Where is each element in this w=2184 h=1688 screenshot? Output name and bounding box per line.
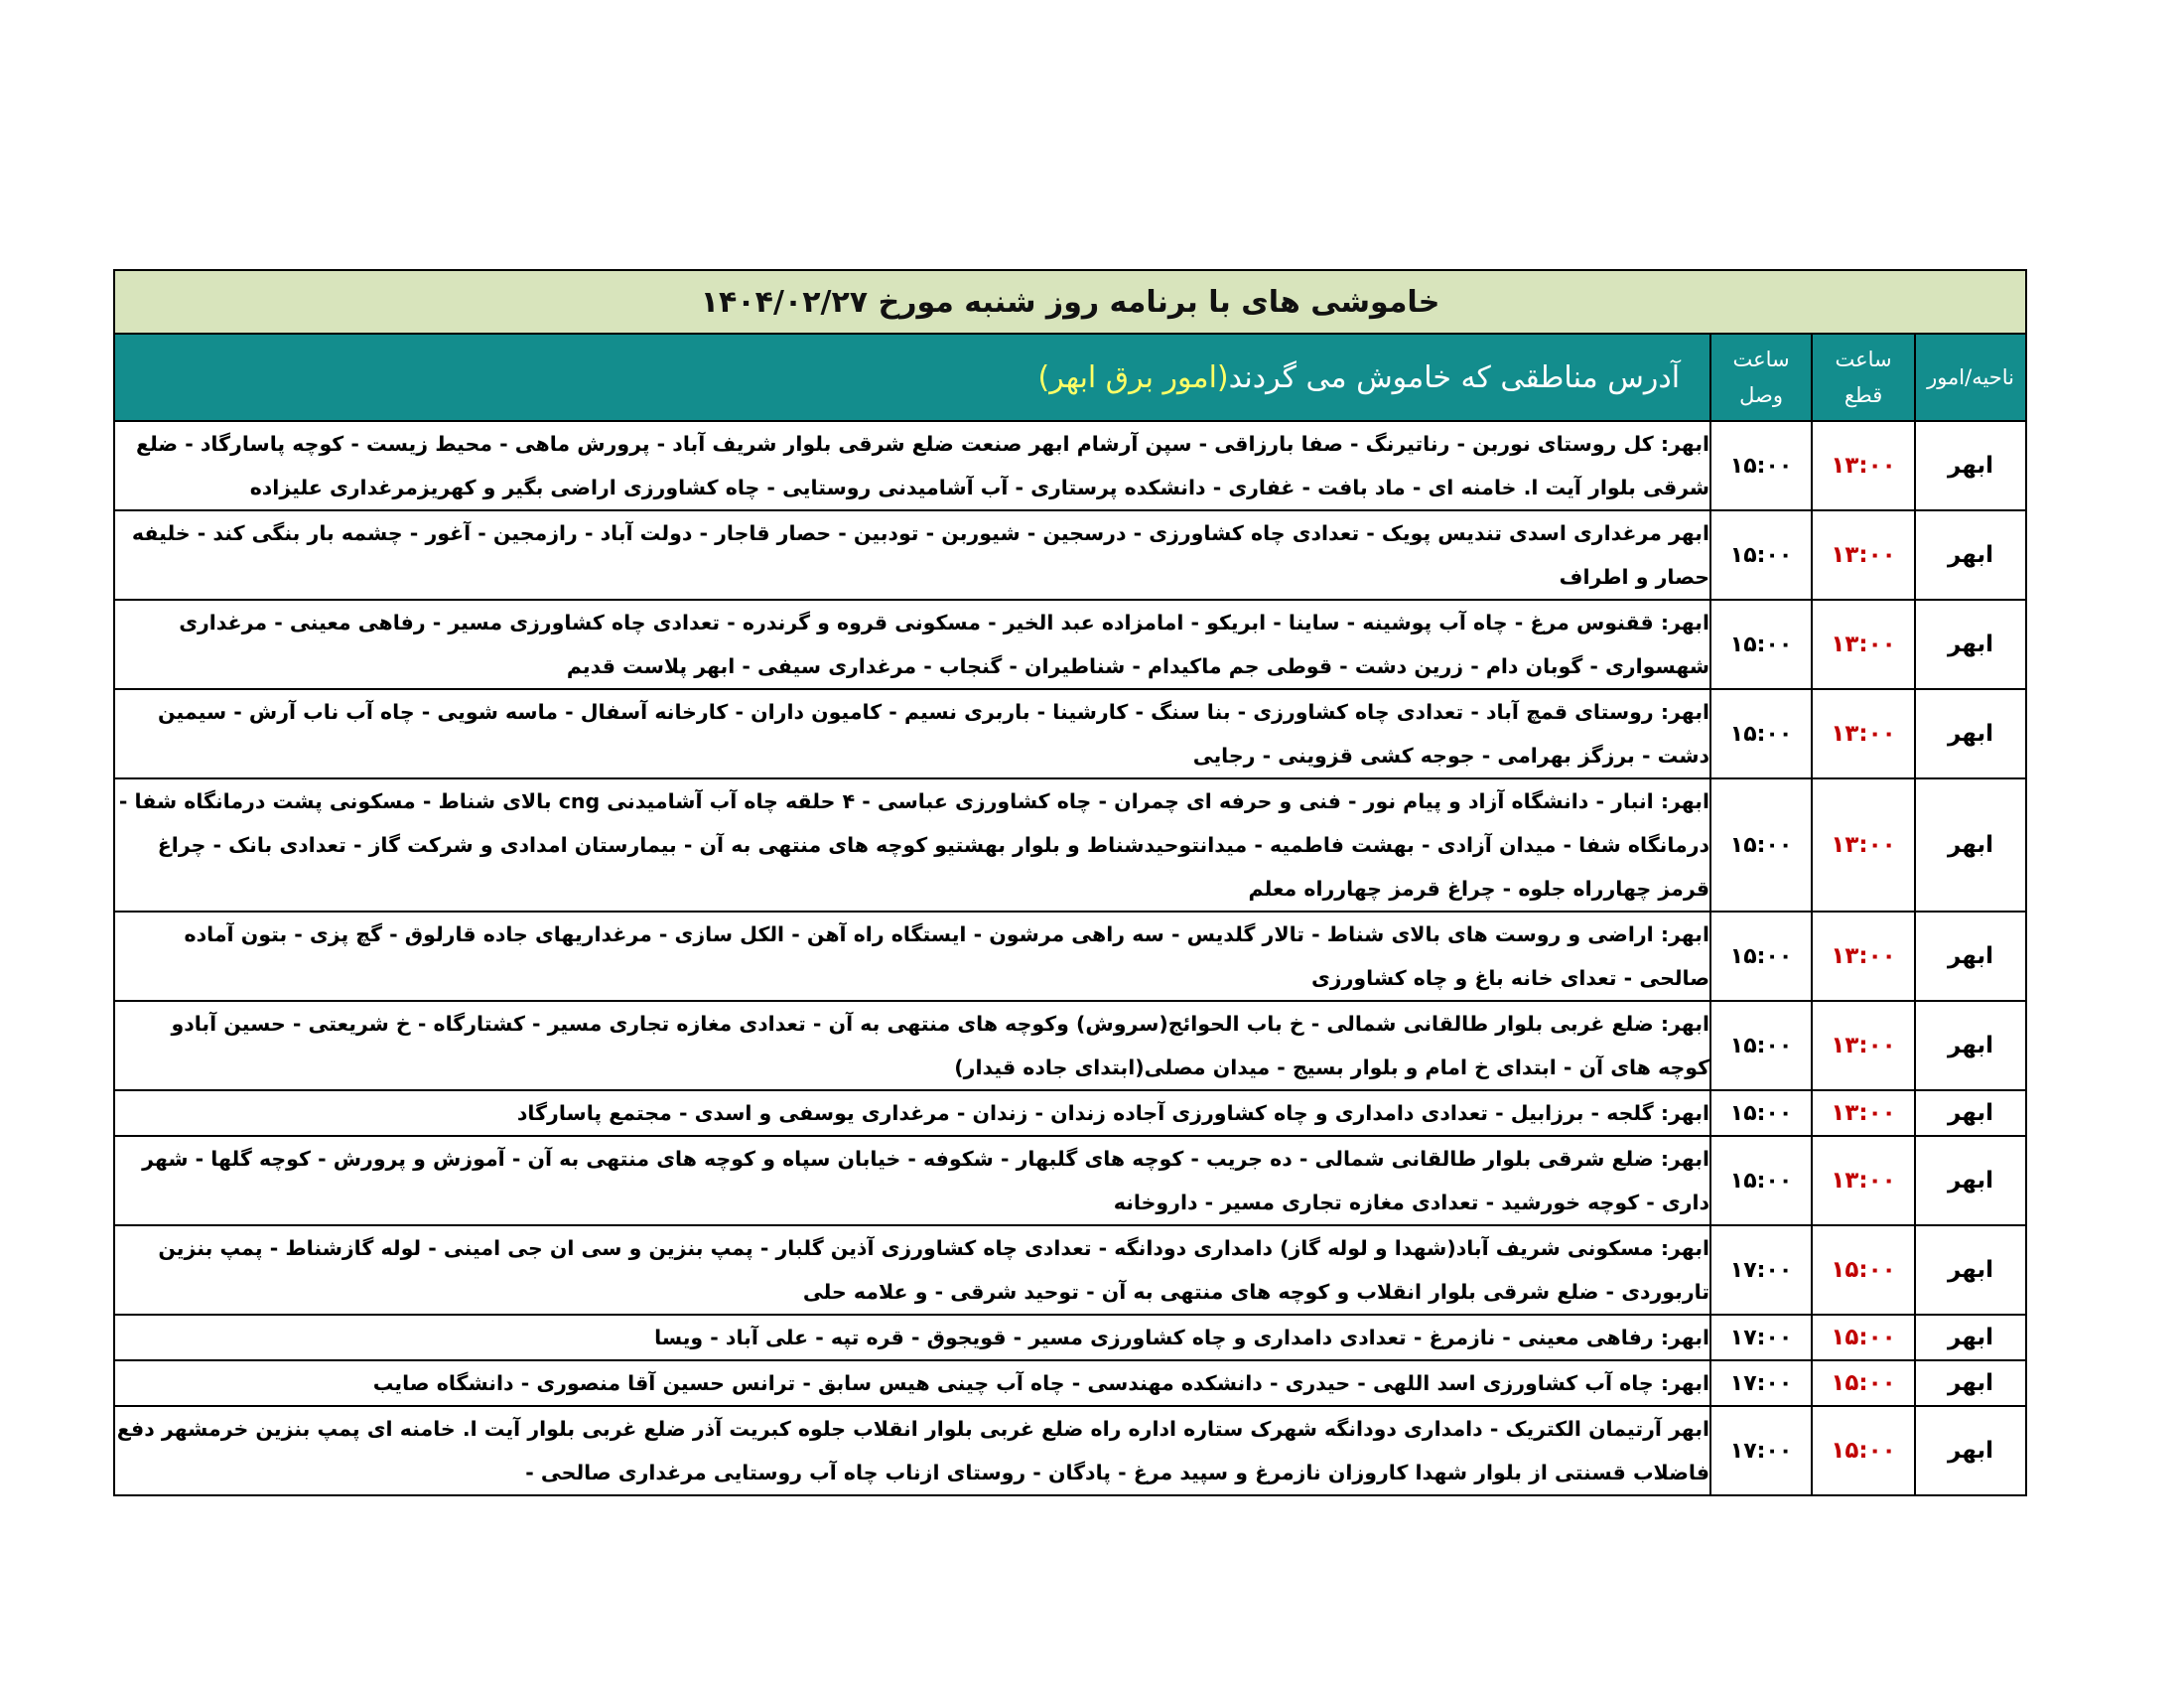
region-cell: ابهر [1915, 1360, 2026, 1406]
table-row [114, 1315, 2026, 1360]
connect-time-cell: ۱۷:۰۰ [1710, 1315, 1812, 1360]
connect-time-cell: ۱۵:۰۰ [1710, 1136, 1812, 1225]
region-cell: ابهر [1915, 912, 2026, 1001]
address-cell: ابهر: گلجه - برزابیل - تعدادی دامداری و چاه کشاورزی آجاده زندان - زندان - مرغداری یوسفی و اسدی - مجتمع پاسارگاد [114, 1090, 1710, 1136]
address-cell: ابهر مرغداری اسدی تندیس پویک - تعدادی چاه کشاورزی - درسجین - شیوربن - تودبین - حصار قاجار - دولت آباد - رازمجین - آغور - چشمه بار بنگی کند - خلیفه حصار و اطراف [114, 510, 1710, 600]
region-cell: ابهر [1915, 689, 2026, 778]
address-cell: ابهر: ققنوس مرغ - چاه آب پوشینه - ساینا - ابریکو - امامزاده عبد الخیر - مسکونی قروه و گرندره - تعدادی چاه کشاورزی مسیر - رفاهی معینی - مرغداری شهسواری - گوبان دام - زرین دشت - قوطی جم ماکیدام - شناطیران - گنجاب - مرغداری سیفی - ابهر پلاست قدیم [114, 600, 1710, 689]
address-cell: ابهر: روستای قمچ آباد - تعدادی چاه کشاورزی - بنا سنگ - کارشینا - باربری نسیم - کامیون داران - کارخانه آسفال - ماسه شویی - چاه آب ناب آرش - سیمین دشت - برزگز بهرامی - جوجه کشی قزوینی - رجایی [114, 689, 1710, 778]
header-region: ناحیه/امور [1915, 334, 2026, 421]
table-row [114, 1090, 2026, 1136]
region-cell: ابهر [1915, 1225, 2026, 1315]
cut-time-cell: ۱۳:۰۰ [1812, 600, 1915, 689]
table-title: خاموشی های با برنامه روز شنبه مورخ ۱۴۰۴/۰۲/۲۷ [114, 270, 2026, 334]
cut-time-cell: ۱۳:۰۰ [1812, 1136, 1915, 1225]
table-row [114, 778, 2026, 912]
table-row [114, 1360, 2026, 1406]
connect-time-cell: ۱۵:۰۰ [1710, 510, 1812, 600]
cut-time-cell: ۱۳:۰۰ [1812, 1090, 1915, 1136]
header-conn-line1: ساعت [1732, 348, 1790, 371]
table-row [114, 1406, 2026, 1495]
header-conn-line2: وصل [1739, 383, 1783, 407]
header-cut-line1: ساعت [1835, 348, 1892, 371]
region-cell: ابهر [1915, 1090, 2026, 1136]
connect-time-cell: ۱۵:۰۰ [1710, 600, 1812, 689]
connect-time-cell: ۱۷:۰۰ [1710, 1406, 1812, 1495]
connect-time-cell: ۱۷:۰۰ [1710, 1360, 1812, 1406]
connect-time-cell: ۱۵:۰۰ [1710, 689, 1812, 778]
region-cell: ابهر [1915, 510, 2026, 600]
address-cell: ابهر: ضلع غربی بلوار طالقانی شمالی - خ باب الحوائج(سروش) وکوچه های منتهی به آن - تعدادی مغازه تجاری مسیر - کشتارگاه - خ شریعتی - حسین آبادو کوچه های آن - ابتدای خ امام و بلوار بسیج - میدان مصلی(ابتدای جاده قیدار) [114, 1001, 1710, 1090]
title-row [114, 270, 2026, 334]
table-row [114, 1225, 2026, 1315]
table-row [114, 689, 2026, 778]
connect-time-cell: ۱۵:۰۰ [1710, 1001, 1812, 1090]
cut-time-cell: ۱۳:۰۰ [1812, 778, 1915, 912]
header-address-highlight: (امور برق ابهر) [1037, 359, 1229, 395]
header-address [114, 334, 1710, 421]
region-cell: ابهر [1915, 1136, 2026, 1225]
region-cell: ابهر [1915, 1001, 2026, 1090]
cut-time-cell: ۱۵:۰۰ [1812, 1360, 1915, 1406]
cut-time-cell: ۱۵:۰۰ [1812, 1406, 1915, 1495]
connect-time-cell: ۱۵:۰۰ [1710, 421, 1812, 510]
connect-time-cell: ۱۵:۰۰ [1710, 778, 1812, 912]
header-connect-time [1710, 334, 1812, 421]
region-cell: ابهر [1915, 778, 2026, 912]
region-cell: ابهر [1915, 1315, 2026, 1360]
table-row [114, 510, 2026, 600]
header-cut-line2: قطع [1843, 383, 1883, 407]
cut-time-cell: ۱۵:۰۰ [1812, 1225, 1915, 1315]
cut-time-cell: ۱۳:۰۰ [1812, 689, 1915, 778]
table-body [114, 421, 2026, 1495]
cut-time-cell: ۱۳:۰۰ [1812, 1001, 1915, 1090]
address-cell: ابهر: انبار - دانشگاه آزاد و پیام نور - فنی و حرفه ای چمران - چاه کشاورزی عباسی - ۴ حلقه چاه آب آشامیدنی cng بالای شناط - مسکونی پشت درمانگاه شفا - درمانگاه شفا - میدان آزادی - بهشت فاطمیه - میدانتوحیدشناط و بلوار بهشتیو کوچه های منتهی به آن - بیمارستان امدادی و شرکت گاز - تعدادی بانک - چراغ قرمز چهارراه جلوه - چراغ قرمز چهارراه معلم [114, 778, 1710, 912]
header-address-text: آدرس مناطقی که خاموش می گردند [1228, 359, 1681, 395]
table-row [114, 1001, 2026, 1090]
schedule-sheet [113, 269, 2025, 1496]
cut-time-cell: ۱۳:۰۰ [1812, 912, 1915, 1001]
region-cell: ابهر [1915, 421, 2026, 510]
table-row [114, 421, 2026, 510]
region-cell: ابهر [1915, 600, 2026, 689]
connect-time-cell: ۱۵:۰۰ [1710, 912, 1812, 1001]
cut-time-cell: ۱۳:۰۰ [1812, 421, 1915, 510]
connect-time-cell: ۱۵:۰۰ [1710, 1090, 1812, 1136]
outage-table [113, 269, 2027, 1496]
region-cell: ابهر [1915, 1406, 2026, 1495]
table-row [114, 1136, 2026, 1225]
address-cell: ابهر: مسکونی شریف آباد(شهدا و لوله گاز) دامداری دودانگه - تعدادی چاه کشاورزی آذین گلبار - پمپ بنزین و سی ان جی امینی - لوله گازشناط - پمپ بنزین تاربوردی - ضلع شرقی بلوار انقلاب و کوچه های منتهی به آن - توحید شرقی - و علامه حلی [114, 1225, 1710, 1315]
cut-time-cell: ۱۵:۰۰ [1812, 1315, 1915, 1360]
address-cell: ابهر: چاه آب کشاورزی اسد اللهی - حیدری - دانشکده مهندسی - چاه آب چینی هیس سابق - ترانس حسین آقا منصوری - دانشگاه صایب [114, 1360, 1710, 1406]
address-cell: ابهر: کل روستای نوربن - رناتیرنگ - صفا بارزاقی - سپن آرشام ابهر صنعت ضلع شرقی بلوار شریف آباد - پرورش ماهی - محیط زیست - کوچه پاسارگاد - ضلع شرقی بلوار آیت ا. خامنه ای - ماد بافت - غفاری - دانشکده پرستاری - آب آشامیدنی روستایی - چاه کشاورزی اراضی بگیر و کهریزمرغداری علیزاده [114, 421, 1710, 510]
connect-time-cell: ۱۷:۰۰ [1710, 1225, 1812, 1315]
header-cut-time [1812, 334, 1915, 421]
table-row [114, 600, 2026, 689]
address-cell: ابهر: رفاهی معینی - نازمرغ - تعدادی دامداری و چاه کشاورزی مسیر - قویجوق - قره تپه - علی آباد - ویسا [114, 1315, 1710, 1360]
cut-time-cell: ۱۳:۰۰ [1812, 510, 1915, 600]
address-cell: ابهر: ضلع شرقی بلوار طالقانی شمالی - ده جریب - کوچه های گلبهار - شکوفه - خیابان سپاه و کوچه های منتهی به آن - آموزش و پرورش - کوچه گلها - شهر داری - کوچه خورشید - تعدادی مغازه تجاری مسیر - داروخانه [114, 1136, 1710, 1225]
address-cell: ابهر: اراضی و روست های بالای شناط - تالار گلدیس - سه راهی مرشون - ایستگاه راه آهن - الکل سازی - مرغداریهای جاده قارلوق - گچ پزی - بتون آماده صالحی - تعدای خانه باغ و چاه کشاورزی [114, 912, 1710, 1001]
header-row [114, 334, 2026, 421]
table-row [114, 912, 2026, 1001]
address-cell: ابهر آرتیمان الکتریک - دامداری دودانگه شهرک ستاره اداره راه ضلع غربی بلوار انقلاب جلوه کبریت آذر ضلع غربی بلوار آیت ا. خامنه ای پمپ بنزین خرمشهر دفع فاضلاب قسنتی از بلوار شهدا کاروزان نازمرغ و سپید مرغ - پادگان - روستای ازناب چاه آب روستایی مرغداری صالحی - [114, 1406, 1710, 1495]
